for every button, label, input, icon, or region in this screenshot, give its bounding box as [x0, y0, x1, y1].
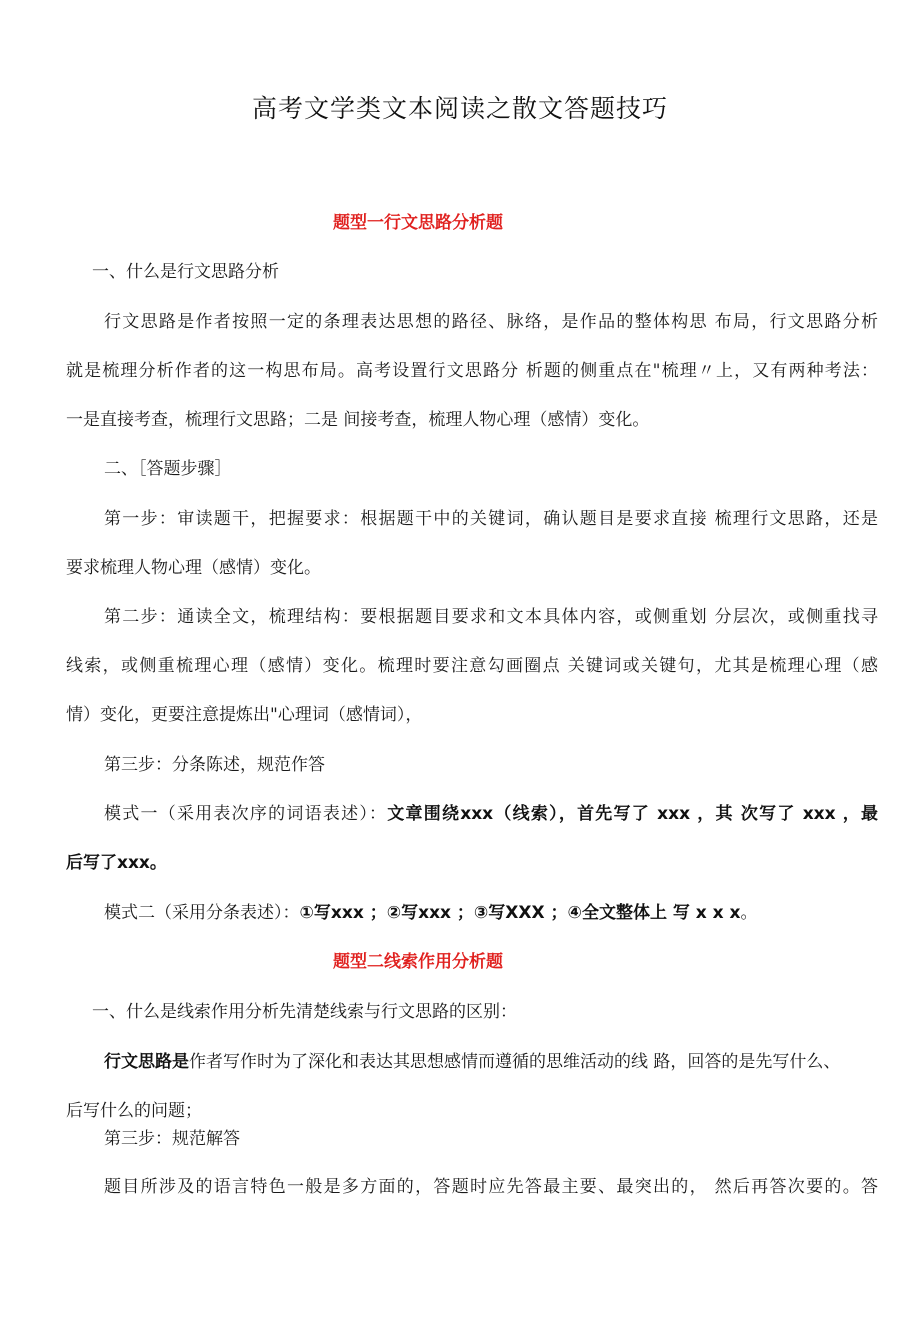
mode-two-line [104, 902, 878, 924]
mode-two-end: 。 [740, 903, 758, 923]
subheading-steps: 二、［答题步骤］ [104, 459, 232, 479]
paragraph-line: 行文思路是作者按照一定的条理表达思想的路径、脉络，是作品的整体构思 布局，行文思路分析 [104, 312, 878, 332]
paragraph-line: 第二步：通读全文，梳理结构：要根据题目要求和文本具体内容，或侧重划 分层次，或侧重找寻 [104, 607, 878, 627]
paragraph-line: 后写什么的问题； [66, 1101, 202, 1121]
subheading-what-is-clue: 一、什么是线索作用分析先清楚线索与行文思路的区别： [92, 1002, 517, 1022]
paragraph-line: 第三步：分条陈述，规范作答 [104, 755, 325, 775]
paragraph-line: 一是直接考查，梳理行文思路；二是 间接考查，梳理人物心理（感情）变化。 [66, 410, 650, 430]
mode-one-bold-line2: 后写了xxx。 [66, 853, 167, 873]
paragraph-line: 第三步：规范解答 [104, 1129, 240, 1149]
mode-two-label: 模式二（采用分条表述）： [104, 903, 300, 923]
section-heading-2: 题型二线索作用分析题 [333, 952, 503, 972]
paragraph-line: 就是梳理分析作者的这一构思布局。高考设置行文思路分 析题的侧重点在"梳理〃上，又有两种考法： [66, 361, 878, 381]
paragraph-line: 第一步：审读题干，把握要求：根据题干中的关键词，确认题目是要求直接 梳理行文思路，还是 [104, 509, 878, 529]
section-heading-1: 题型一行文思路分析题 [333, 213, 503, 233]
mode-one-label: 模式一（采用表次序的词语表述）： [104, 804, 388, 824]
definition-rest: 作者写作时为了深化和表达其思想感情而遵循的思维活动的线 路，回答的是先写什么、 [189, 1052, 841, 1072]
subheading-what-is: 一、什么是行文思路分析 [92, 262, 279, 282]
definition-line [104, 1051, 880, 1073]
document-title: 高考文学类文本阅读之散文答题技巧 [251, 94, 668, 123]
paragraph-line: 题目所涉及的语言特色一般是多方面的，答题时应先答最主要、最突出的， 然后再答次要的。答 [104, 1177, 878, 1197]
definition-bold: 行文思路是 [104, 1052, 189, 1072]
paragraph-line: 要求梳理人物心理（感情）变化。 [66, 558, 321, 578]
mode-two-bold-text: ①写xxx ；②写xxx ；③写XXX ；④全文整体上 写 x x x [299, 903, 741, 923]
mode-one-bold-text: 文章围绕xxx（线索），首先写了 xxx ，其 次写了 xxx ，最 [387, 804, 878, 824]
paragraph-line: 线索，或侧重梳理心理（感情）变化。梳理时要注意勾画圈点 关键词或关键句，尤其是梳理心理（感 [66, 656, 878, 676]
paragraph-line: 情）变化，更要注意提炼出"心理词（感情词）， [66, 705, 423, 725]
mode-one-line [104, 803, 878, 825]
